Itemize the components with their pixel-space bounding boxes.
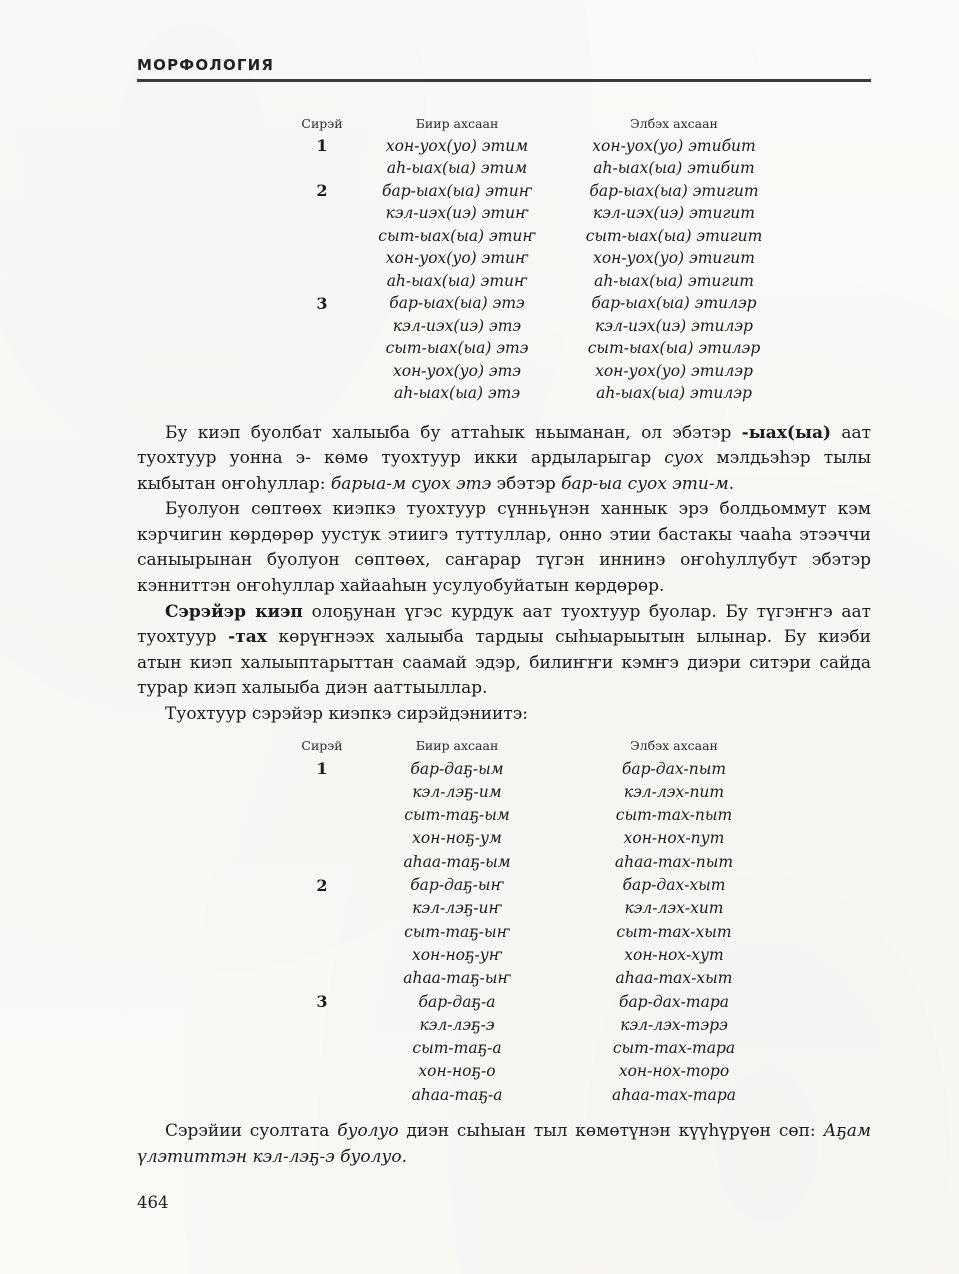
- table-row: [287, 1083, 871, 1106]
- table-row: [287, 990, 871, 1013]
- plural-form: аһаа-тах-пыт: [614, 852, 734, 871]
- table-row: [287, 180, 871, 203]
- person-number: 3: [316, 992, 328, 1012]
- paragraph: [137, 1119, 871, 1170]
- table-row: [287, 943, 871, 966]
- table-row: [287, 1060, 871, 1083]
- singular-form: бар-даҕ-ыҥ: [410, 876, 504, 895]
- singular-form: сыт-ыах(ыа) этиҥ: [378, 226, 536, 245]
- text-segment: Сэрэйэр киэп: [165, 601, 303, 622]
- text-segment: -ыах(ыа): [741, 422, 832, 443]
- singular-form: кэл-лэҕ-э: [419, 1015, 495, 1034]
- text-segment: Туохтуур сэрэйэр киэпкэ сирэйдэниитэ:: [165, 704, 529, 725]
- text-segment: көрүҥнээх халыыба тардыы сыһыарыытын ылынар. Бу киэби атын киэп халыыптарыттан саамай эдэр, билиҥҥи кэмҥэ диэри ситэри сайда турар киэп халыыба диэн ааттыыллар.: [137, 627, 871, 699]
- singular-form: хон-ноҕ-ум: [412, 829, 502, 848]
- text-segment: олоҕунан үгэс курдук аат туохтуур буолар. Бу түгэҥҥэ аат туохтуур: [137, 601, 871, 648]
- person-number: 3: [316, 293, 328, 313]
- column-header-singular: Биир ахсаан: [415, 737, 499, 753]
- plural-form: хон-уох(уо) этигит: [593, 249, 755, 268]
- singular-form: сыт-таҕ-а: [412, 1039, 502, 1058]
- singular-form: кэл-лэҕ-им: [412, 782, 502, 801]
- singular-form: сыт-ыах(ыа) этэ: [385, 339, 529, 358]
- paragraph: [137, 421, 871, 498]
- body-text-block: [137, 421, 871, 728]
- singular-form: хон-уох(уо) этиҥ: [385, 249, 529, 268]
- running-head-title: МОРФОЛОГИЯ: [137, 56, 275, 74]
- plural-form: бар-ыах(ыа) этигит: [589, 181, 759, 200]
- table-row: [287, 1013, 871, 1036]
- table-header-row: [287, 734, 871, 757]
- singular-form: сыт-таҕ-ыҥ: [404, 922, 510, 941]
- singular-form: хон-ноҕ-о: [418, 1062, 496, 1081]
- plural-form: кэл-лэх-тэрэ: [620, 1015, 728, 1034]
- plural-form: хон-уох(уо) этибит: [592, 136, 756, 155]
- text-segment: мэлдьэһэр тылы кыбытан оҥоһуллар:: [137, 448, 872, 494]
- text-segment: Буолуон сөптөөх киэпкэ туохтуур сүнньүнэн ханнык эрэ болдьоммут кэм кэрчигин көрдөрөр уустук этиигэ туттуллар, онно этии бастакы чааһа этээччи саныырынан буолуон сөптөөх, саҥарар түгэн иннинэ оҥоһуллубут эбэтэр кэнниттэн оҥоһуллар хайааһын усулуобуйатын көрдөрөр.: [137, 499, 871, 597]
- person-number: 2: [316, 875, 328, 895]
- singular-form: аһаа-таҕ-ыҥ: [403, 969, 511, 988]
- column-header-plural: Элбэх ахсаан: [630, 737, 718, 753]
- table-row: [287, 135, 871, 158]
- plural-form: сыт-тах-пыт: [615, 806, 733, 825]
- table-row: [287, 360, 871, 383]
- text-segment: Аҕам үлэтиттэн кэл-лэҕ-э буолуо.: [137, 1121, 872, 1167]
- table-row: [287, 804, 871, 827]
- plural-form: бар-дах-пыт: [621, 759, 727, 778]
- person-number: 1: [316, 759, 328, 779]
- table-row: [287, 315, 871, 338]
- person-number: 1: [316, 136, 328, 156]
- plural-form: хон-нох-пут: [623, 829, 725, 848]
- singular-form: кэл-иэх(иэ) этиҥ: [385, 204, 529, 223]
- table-row: [287, 157, 871, 180]
- table-row: [287, 337, 871, 360]
- column-header-person: Сирэй: [301, 115, 343, 131]
- text-segment: буолуо: [337, 1121, 399, 1142]
- plural-form: сыт-ыах(ыа) этилэр: [587, 339, 761, 358]
- text-segment: -тах: [228, 627, 267, 648]
- text-segment: барыа-м суох этэ: [330, 473, 492, 494]
- text-segment: суох: [664, 448, 704, 469]
- plural-form: хон-нох-торо: [618, 1062, 730, 1081]
- singular-form: кэл-лэҕ-иҥ: [412, 899, 502, 918]
- plural-form: хон-нох-хут: [624, 945, 724, 964]
- conjugation-table-conditional: [287, 112, 871, 405]
- table-row: [287, 780, 871, 803]
- paragraph: [137, 497, 871, 599]
- plural-form: кэл-лэх-пит: [623, 782, 725, 801]
- singular-form: бар-даҕ-ым: [410, 759, 504, 778]
- plural-form: кэл-лэх-хит: [624, 899, 724, 918]
- text-segment: Сэрэйии суолтата: [165, 1121, 338, 1142]
- plural-form: аһаа-тах-тара: [612, 1085, 736, 1104]
- plural-form: аһ-ыах(ыа) этигит: [594, 271, 754, 290]
- paragraph: [137, 702, 871, 728]
- text-segment: эбэтэр: [491, 473, 562, 494]
- text-segment: диэн сыһыан тыл көмөтүнэн күүһүрүөн сөп:: [398, 1121, 824, 1142]
- text-segment: бар-ыа суох эти-м: [561, 473, 729, 494]
- plural-form: бар-дах-хыт: [622, 876, 726, 895]
- table-row: [287, 225, 871, 248]
- singular-form: бар-ыах(ыа) этэ: [389, 294, 525, 313]
- table-row: [287, 873, 871, 896]
- singular-form: хон-уох(уо) этим: [385, 136, 529, 155]
- table-row: [287, 757, 871, 780]
- singular-form: бар-ыах(ыа) этиҥ: [382, 181, 532, 200]
- table-row: [287, 270, 871, 293]
- table-row: [287, 897, 871, 920]
- plural-form: кэл-иэх(иэ) этигит: [592, 204, 755, 223]
- column-header-person: Сирэй: [301, 737, 343, 753]
- table-row: [287, 850, 871, 873]
- column-header-singular: Биир ахсаан: [415, 115, 499, 131]
- plural-form: сыт-тах-тара: [612, 1039, 736, 1058]
- text-segment: Бу киэп буолбат халыыба бу аттаһык ньыманан, ол эбэтэр: [165, 422, 742, 443]
- singular-form: сыт-таҕ-ым: [404, 806, 510, 825]
- plural-form: сыт-тах-хыт: [616, 922, 732, 941]
- singular-form: хон-уох(уо) этэ: [393, 361, 521, 380]
- table-row: [287, 292, 871, 315]
- table-row: [287, 967, 871, 990]
- text-segment: аат туохтуур уонна э- көмө туохтуур икки ардыларыгар: [137, 422, 871, 469]
- singular-form: бар-даҕ-а: [418, 992, 496, 1011]
- table-row: [287, 1036, 871, 1059]
- table-header-row: [287, 112, 871, 135]
- column-header-plural: Элбэх ахсаан: [630, 115, 718, 131]
- singular-form: аһаа-таҕ-а: [411, 1085, 503, 1104]
- plural-form: аһ-ыах(ыа) этилэр: [596, 384, 752, 403]
- table-row: [287, 247, 871, 270]
- singular-form: кэл-иэх(иэ) этэ: [392, 316, 522, 335]
- plural-form: хон-уох(уо) этилэр: [595, 361, 753, 380]
- page-number: 464: [137, 1192, 169, 1212]
- plural-form: кэл-иэх(иэ) этилэр: [595, 316, 753, 335]
- closing-text-block: [137, 1119, 871, 1170]
- plural-form: сыт-ыах(ыа) этигит: [585, 226, 763, 245]
- table-row: [287, 827, 871, 850]
- person-number: 2: [316, 181, 328, 201]
- table-row: [287, 382, 871, 405]
- page-header: [137, 56, 871, 82]
- singular-form: аһ-ыах(ыа) этэ: [393, 384, 520, 403]
- header-rule: [137, 79, 871, 82]
- singular-form: аһаа-таҕ-ым: [403, 852, 511, 871]
- singular-form: аһ-ыах(ыа) этим: [386, 159, 528, 178]
- singular-form: хон-ноҕ-уҥ: [411, 945, 503, 964]
- plural-form: бар-ыах(ыа) этилэр: [591, 294, 757, 313]
- text-segment: .: [728, 473, 735, 494]
- table-row: [287, 920, 871, 943]
- paragraph: [137, 600, 871, 702]
- singular-form: аһ-ыах(ыа) этиҥ: [386, 271, 528, 290]
- conjugation-table-presumptive: [287, 734, 871, 1107]
- table-row: [287, 202, 871, 225]
- plural-form: аһ-ыах(ыа) этибит: [593, 159, 755, 178]
- plural-form: аһаа-тах-хыт: [615, 969, 733, 988]
- plural-form: бар-дах-тара: [618, 992, 729, 1011]
